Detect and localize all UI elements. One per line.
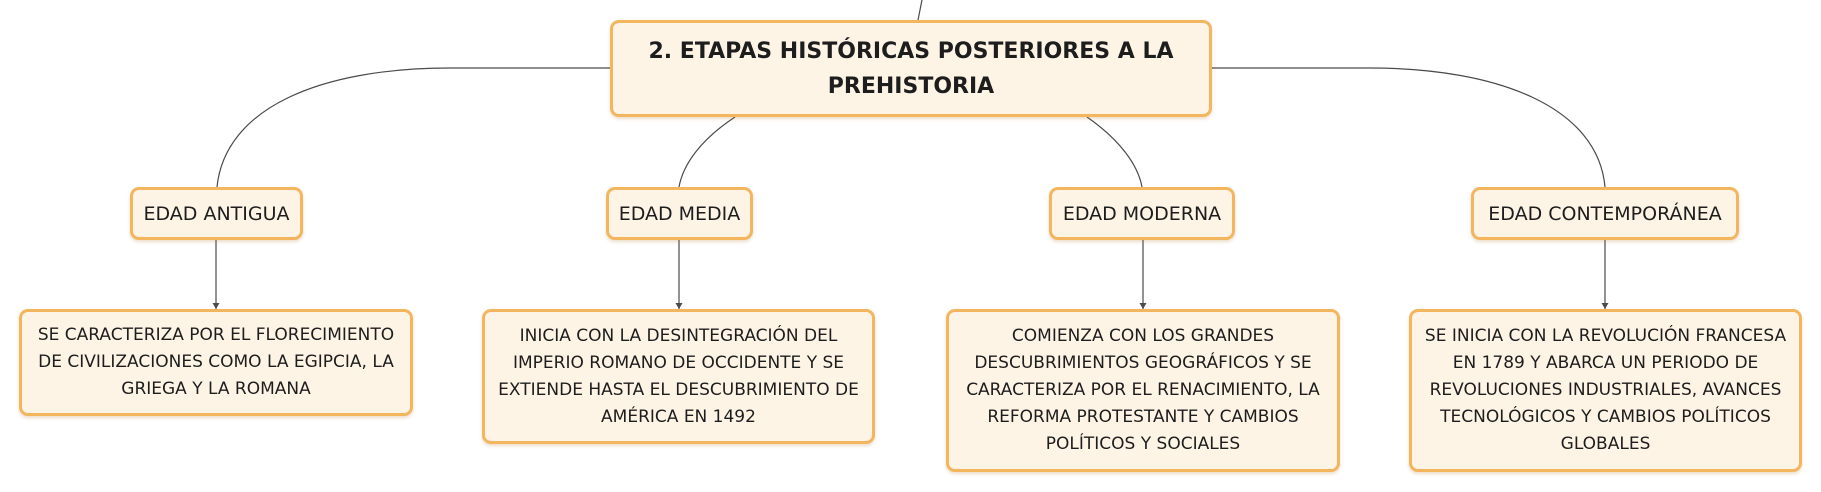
root-topic-title: 2. ETAPAS HISTÓRICAS POSTERIORES A LA PREHISTORIA: [648, 38, 1174, 99]
stage-description: INICIA CON LA DESINTEGRACIÓN DEL IMPERIO ROMANO DE OCCIDENTE Y SE EXTIENDE HASTA EL DESCUBRIMIENTO DE AMÉRICA EN 1492: [498, 325, 859, 427]
stage-label: EDAD CONTEMPORÁNEA: [1488, 202, 1722, 225]
connector-root-edad-antigua: [217, 68, 610, 187]
root-topic-node[interactable]: [610, 20, 1212, 117]
connector-root-edad-media: [679, 117, 735, 187]
stage-label: EDAD MODERNA: [1062, 202, 1222, 225]
description-node-edad-contemporanea[interactable]: [1409, 309, 1802, 472]
stage-description: SE INICIA CON LA REVOLUCIÓN FRANCESA EN 1789 Y ABARCA UN PERIODO DE REVOLUCIONES INDUSTRIALES, AVANCES TECNOLÓGICOS Y CAMBIOS POLÍTICOS GLOBALES: [1424, 326, 1787, 454]
connector-root-edad-moderna: [1087, 117, 1142, 187]
stage-node-edad-antigua[interactable]: [130, 187, 303, 240]
description-node-edad-antigua[interactable]: [19, 309, 413, 416]
connector-incoming: [918, 0, 922, 20]
stage-description: SE CARACTERIZA POR EL FLORECIMIENTO DE CIVILIZACIONES COMO LA EGIPCIA, LA GRIEGA Y LA ROMANA: [37, 325, 395, 399]
stage-node-edad-contemporanea[interactable]: [1471, 187, 1739, 240]
description-node-edad-moderna[interactable]: [946, 309, 1340, 472]
stage-label: EDAD MEDIA: [618, 202, 741, 225]
stage-description: COMIENZA CON LOS GRANDES DESCUBRIMIENTOS GEOGRÁFICOS Y SE CARACTERIZA POR EL RENACIMIENTO, LA REFORMA PROTESTANTE Y CAMBIOS POLÍTICOS Y SOCIALES: [966, 326, 1320, 454]
description-node-edad-media[interactable]: [482, 309, 875, 444]
stage-node-edad-moderna[interactable]: [1049, 187, 1235, 240]
connector-root-edad-contemporanea: [1212, 68, 1605, 187]
stage-node-edad-media[interactable]: [606, 187, 753, 240]
stage-label: EDAD ANTIGUA: [143, 202, 290, 225]
